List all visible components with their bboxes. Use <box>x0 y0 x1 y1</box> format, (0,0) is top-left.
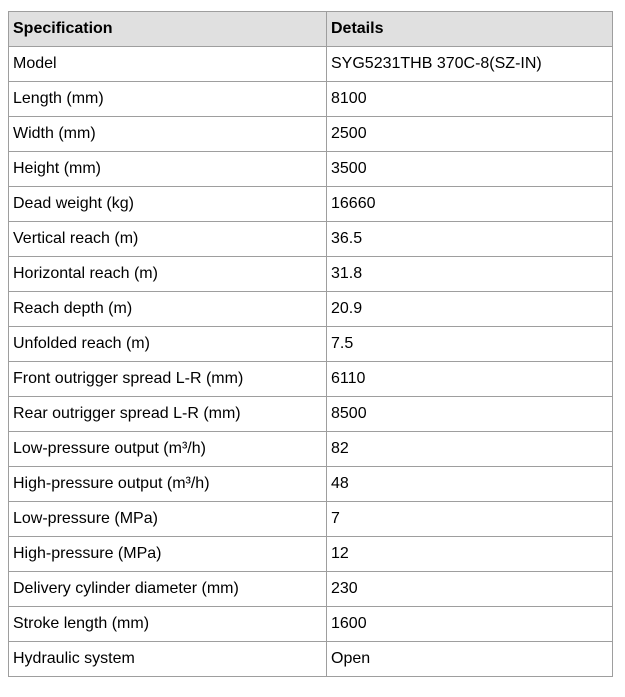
spec-cell: Stroke length (mm) <box>9 607 327 642</box>
value-cell: 20.9 <box>327 292 613 327</box>
value-cell: 230 <box>327 572 613 607</box>
value-cell: 7.5 <box>327 327 613 362</box>
value-cell: 31.8 <box>327 257 613 292</box>
table-row <box>9 397 613 432</box>
table-row <box>9 607 613 642</box>
table-row <box>9 327 613 362</box>
table-row <box>9 117 613 152</box>
table-row <box>9 222 613 257</box>
table-row <box>9 187 613 222</box>
spec-cell: Unfolded reach (m) <box>9 327 327 362</box>
spec-cell: Vertical reach (m) <box>9 222 327 257</box>
table-row <box>9 292 613 327</box>
table-row <box>9 537 613 572</box>
spec-cell: Horizontal reach (m) <box>9 257 327 292</box>
value-cell: 48 <box>327 467 613 502</box>
spec-cell: Model <box>9 47 327 82</box>
table-row <box>9 572 613 607</box>
spec-cell: Height (mm) <box>9 152 327 187</box>
value-cell: 7 <box>327 502 613 537</box>
spec-cell: Low-pressure (MPa) <box>9 502 327 537</box>
value-cell: 3500 <box>327 152 613 187</box>
value-cell: SYG5231THB 370C-8(SZ-IN) <box>327 47 613 82</box>
table-row <box>9 257 613 292</box>
value-cell: 2500 <box>327 117 613 152</box>
value-cell: Open <box>327 642 613 677</box>
spec-cell: Delivery cylinder diameter (mm) <box>9 572 327 607</box>
spec-cell: Hydraulic system <box>9 642 327 677</box>
value-cell: 36.5 <box>327 222 613 257</box>
table-row <box>9 82 613 117</box>
table-row <box>9 152 613 187</box>
value-cell: 6110 <box>327 362 613 397</box>
header-specification: Specification <box>9 12 327 47</box>
value-cell: 8500 <box>327 397 613 432</box>
table-row <box>9 502 613 537</box>
spec-cell: Length (mm) <box>9 82 327 117</box>
header-details: Details <box>327 12 613 47</box>
spec-cell: Dead weight (kg) <box>9 187 327 222</box>
table-row <box>9 467 613 502</box>
table-body <box>9 47 613 677</box>
spec-cell: Reach depth (m) <box>9 292 327 327</box>
spec-cell: Low-pressure output (m³/h) <box>9 432 327 467</box>
value-cell: 82 <box>327 432 613 467</box>
value-cell: 8100 <box>327 82 613 117</box>
table-row <box>9 47 613 82</box>
value-cell: 12 <box>327 537 613 572</box>
value-cell: 16660 <box>327 187 613 222</box>
table-row <box>9 432 613 467</box>
value-cell: 1600 <box>327 607 613 642</box>
spec-cell: Rear outrigger spread L-R (mm) <box>9 397 327 432</box>
spec-cell: High-pressure output (m³/h) <box>9 467 327 502</box>
specification-table <box>8 11 613 677</box>
table-header <box>9 12 613 47</box>
table-row <box>9 362 613 397</box>
spec-cell: Width (mm) <box>9 117 327 152</box>
spec-cell: High-pressure (MPa) <box>9 537 327 572</box>
spec-cell: Front outrigger spread L-R (mm) <box>9 362 327 397</box>
header-row <box>9 12 613 47</box>
table-row <box>9 642 613 677</box>
